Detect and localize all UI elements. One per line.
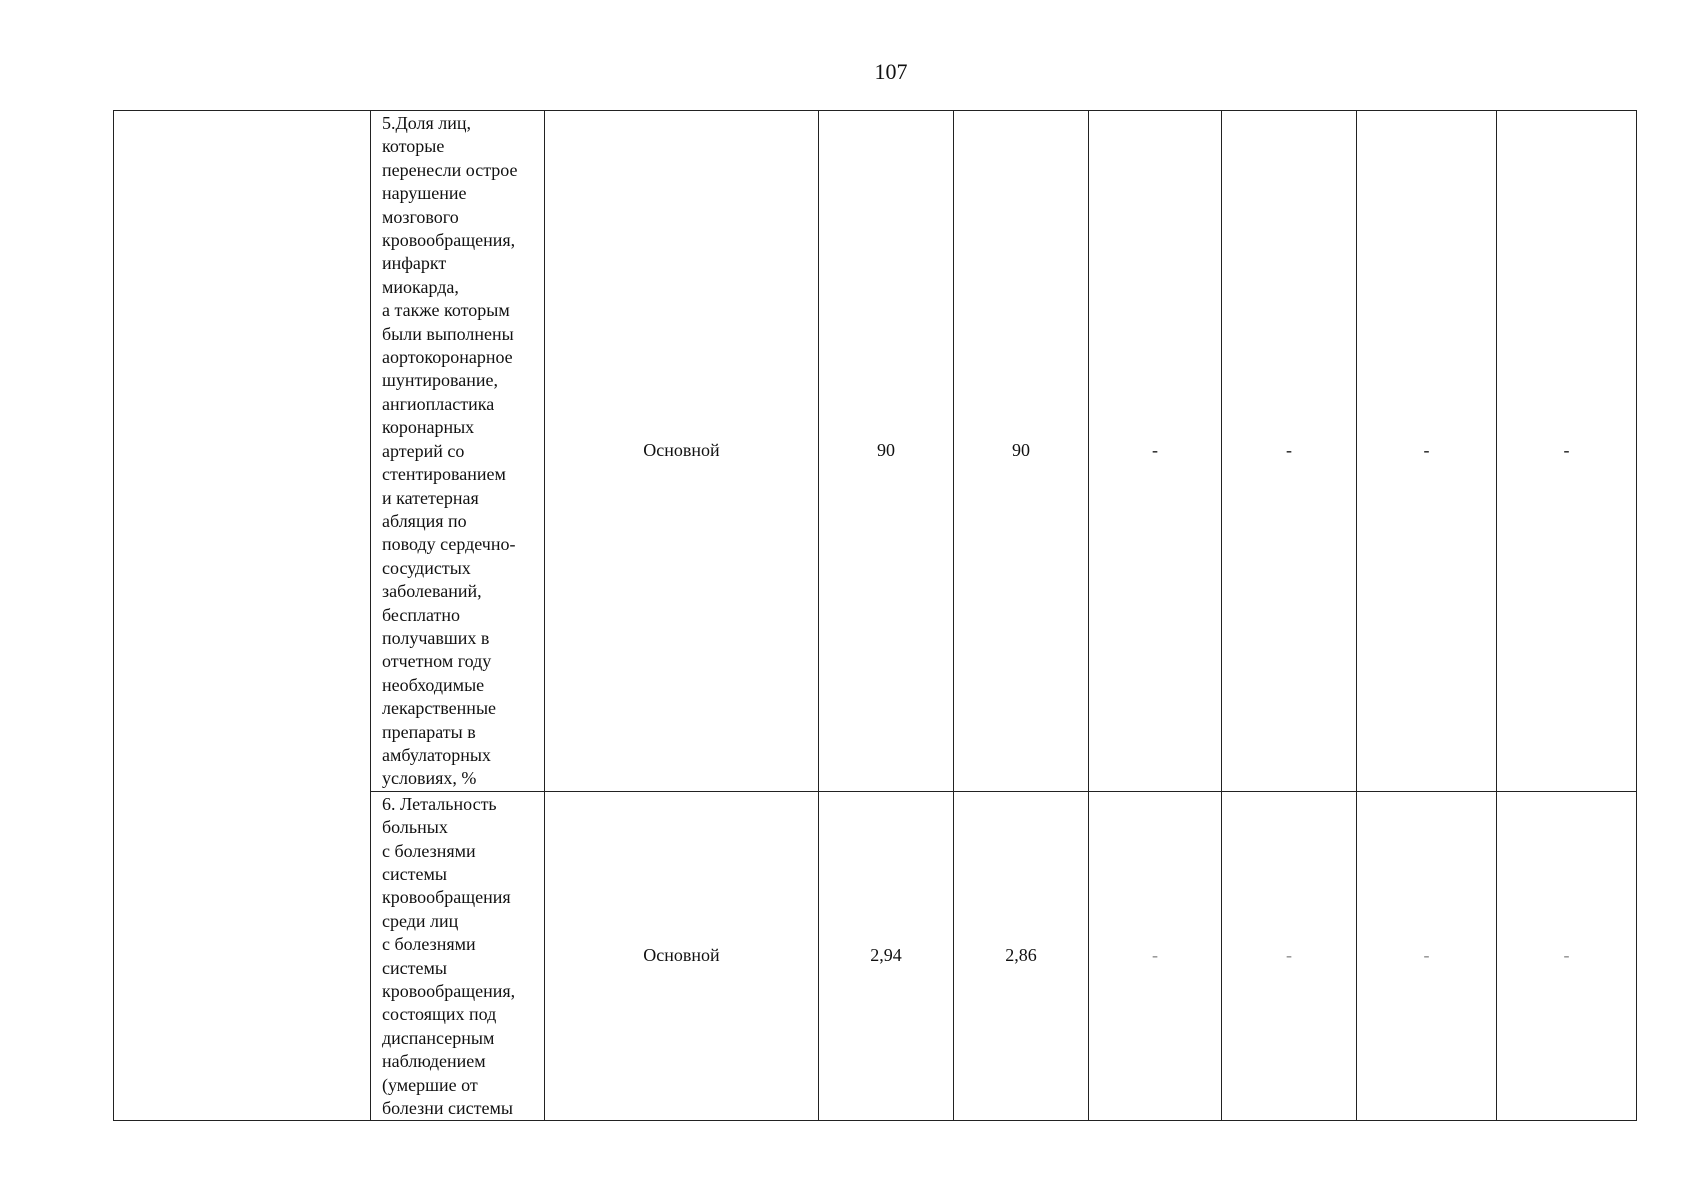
indicator-name-cell: 6. Летальность больных с болезнями системы кровообращения среди лиц с болезнями системы кровообращения, состоящих под диспансерным наблюдением (умершие от болезни системы — [371, 791, 545, 1121]
value-cell: 2,94 — [819, 791, 954, 1121]
indicator-type-cell: Основной — [545, 791, 819, 1121]
value-cell: - — [1357, 791, 1497, 1121]
table-row — [114, 111, 1637, 792]
value-cell: - — [1357, 111, 1497, 792]
indicator-name-cell: 5.Доля лиц, которые перенесли острое нарушение мозгового кровообращения, инфаркт миокарда, а также которым были выполнены аортокоронарное шунтирование, ангиопластика коронарных артерий со стентированием и катетерная абляция по поводу сердечно- сосудистых заболеваний, бесплатно получавших в отчетном году необходимые лекарственные препараты в амбулаторных условиях, % — [371, 111, 545, 792]
value-cell: - — [1222, 111, 1357, 792]
value-cell: - — [1497, 111, 1637, 792]
value-cell: 2,86 — [954, 791, 1089, 1121]
indicator-type-cell: Основной — [545, 111, 819, 792]
value-cell: - — [1089, 111, 1222, 792]
indicators-table — [113, 110, 1637, 1121]
value-cell: 90 — [819, 111, 954, 792]
value-cell: - — [1222, 791, 1357, 1121]
empty-merged-cell — [114, 111, 371, 1121]
value-cell: - — [1497, 791, 1637, 1121]
value-cell: - — [1089, 791, 1222, 1121]
value-cell: 90 — [954, 111, 1089, 792]
page-number: 107 — [874, 59, 908, 84]
